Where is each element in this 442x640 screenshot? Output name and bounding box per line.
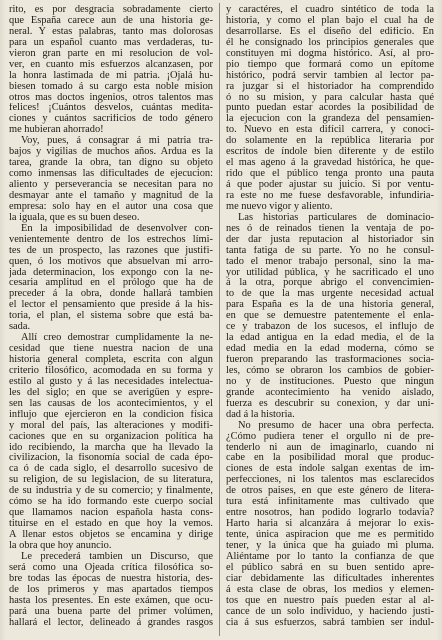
text-line: fueron preparando las trasformaciones socia- xyxy=(226,355,434,365)
text-line: el público sabrá en su buen sentido apre- xyxy=(226,562,434,573)
text-line: tarea, grande la obra, tan digno su objeto xyxy=(9,158,213,169)
text-line: cómo se ha ido formando este cuerpo social xyxy=(9,497,213,508)
text-line: quen, ó los motivos que absuelvan mi arro- xyxy=(9,256,213,267)
text-line: ce y trabazon de los sucesos, el influjo de xyxy=(226,322,434,333)
text-line: neral. Y estas palabras, tanto mas dolorosas xyxy=(9,26,213,37)
text-line: de su industria y de su comercio; y finalmente, xyxy=(9,486,213,497)
text-line: fuerza es descubrir su conexion, y dar uni- xyxy=(226,398,434,409)
text-line: tanta fatiga de su parte. Yo no he consul- xyxy=(226,245,434,256)
text-line: No presumo de hacer una obra perfecta. xyxy=(238,420,434,431)
text-line: cia á sus esfuerzos, sabrá tambien ser indul- xyxy=(226,617,434,628)
text-line: rido que el público tenga pronto una pauta xyxy=(226,169,434,180)
text-line: sada. xyxy=(9,322,31,333)
text-line: desmayar ante el tamaño y magnitud de la xyxy=(9,190,213,201)
text-line: dad á la historia. xyxy=(226,409,295,420)
text-line: cesidad que tiene nuestra nacion de una xyxy=(9,344,213,355)
text-line: entre nosotros, han podido lograrlo todavía? xyxy=(226,508,434,519)
text-line: ver, en cuanto mis esfuerzos alcanzasen, por xyxy=(9,59,213,70)
text-line: me nuevo vigor y aliento. xyxy=(226,201,333,212)
text-line: empresa: solo hay en el autor una cosa que xyxy=(9,201,213,212)
text-line: grande acontecimiento ha venido aislado, xyxy=(226,387,434,398)
text-line: bre todas las épocas de nuestra historia, des- xyxy=(9,573,213,584)
column-divider xyxy=(219,3,220,636)
text-line: la iguala, que es su buen deseo. xyxy=(9,212,140,223)
text-line: les, cómo se obraron los cambios de gobier- xyxy=(226,365,434,376)
text-line: de otros paises, en que este género de litera- xyxy=(226,486,434,497)
text-line: to. Nuevo en esta difícil carrera, y conoci- xyxy=(226,125,434,136)
text-line: civilizacion, la fisonomía social de cada épo- xyxy=(9,453,213,464)
text-line: En la imposibilidad de desenvolver con- xyxy=(21,223,213,234)
text-line: cance de un solo individuo, y haciendo justi- xyxy=(226,606,434,617)
paragraph xyxy=(226,213,434,421)
paragraph xyxy=(9,224,213,333)
text-line: pará una buena parte del primer volúmen, xyxy=(9,606,213,617)
text-line: aliento y perseverancia se necesitan para no xyxy=(9,180,213,190)
text-line: Las historias particulares de dominacio- xyxy=(238,212,434,223)
text-line: Harto haria si alcanzára á mejorar lo exis- xyxy=(226,519,434,530)
text-line: la obra que hoy anuncio. xyxy=(9,540,112,551)
text-line: pio tiempo que formará como un epítome xyxy=(226,59,434,70)
paragraph xyxy=(9,552,213,629)
paragraph xyxy=(9,333,213,552)
text-line: Aliéntame por lo tanto la confianza de que xyxy=(226,551,434,562)
text-line: ciones y cuántos sacrificios de todo género xyxy=(9,114,213,125)
text-line: tener, y la única que ha guiado mi pluma. xyxy=(226,540,434,551)
text-line: ó no su mision, y para calcular hasta qué xyxy=(226,92,434,103)
text-line: preceder á la obra, donde hallará tambien xyxy=(9,289,213,300)
text-line: ra juzgar si el historiador ha comprendido xyxy=(226,81,434,92)
text-line: Le precederá tambien un Discurso, que xyxy=(21,551,213,562)
text-line: el mas ageno á la gravedad histórica, he que- xyxy=(226,158,434,169)
text-line: bajos y vigilias de muchos años. Ardua es la xyxy=(9,147,213,158)
text-line: Allí creo demostrar cumplidamente la ne- xyxy=(21,333,213,344)
text-line: como inmensas las dificultades de ejecucion: xyxy=(9,169,213,180)
text-line: histórico, podrá servir tambien al lector pa- xyxy=(226,70,434,81)
text-line: yor utilidad pública, y he sacrificado el uno xyxy=(226,267,434,278)
text-line: ciones de esta índole salgan exentas de im- xyxy=(226,464,434,475)
text-line: hasta los presentes. En este exámen, que ocu- xyxy=(9,595,213,606)
text-line: Voy, pues, á consagrar á mi patria tra- xyxy=(21,136,213,147)
text-line: vieron gran parte en mi resolucion de vol- xyxy=(9,48,213,59)
text-line: la honra lastimada de mi patria. ¡Ojalá hu- xyxy=(9,70,213,81)
text-line: el lector el pensamiento que preside á la his- xyxy=(9,300,213,311)
paragraph xyxy=(226,5,434,213)
text-line: ido recibiendo, la marcha que ha llevado la xyxy=(9,442,213,453)
text-line: la ejecucion con la grandeza del pensamien- xyxy=(226,114,434,125)
text-line: felices! ¡Cuántos desvelos, cuántas medita- xyxy=(9,103,213,114)
text-line: perfecciones, ni los talentos mas esclarecidos xyxy=(226,475,434,486)
text-line: historia, y como el plan bajo el cual ha de xyxy=(226,15,434,26)
text-line: nes ó de reinados tienen la ventaja de po- xyxy=(226,223,434,234)
text-line: punto puedan estar acordes la posibilidad de xyxy=(226,103,434,114)
text-line: A llenar estos objetos se encamina y dirige xyxy=(9,530,213,540)
paragraph xyxy=(226,421,434,629)
text-line: y caractéres, el cuadro sintético de toda la xyxy=(226,5,434,15)
text-line: hallará el lector, delineado á grandes rasgos xyxy=(9,617,213,628)
text-line: estilo al gusto y á las necesidades intelectua- xyxy=(9,376,213,387)
text-line: escritos de índole bien diferente y de estilo xyxy=(226,147,434,158)
text-line: edad media en la edad moderna, cómo se xyxy=(226,344,434,355)
text-line: otros mas doctos ingenios, otros talentos mas xyxy=(9,92,213,103)
text-line: ciar debidamente las dificultades inherentes xyxy=(226,573,434,584)
text-line: der dar justa reputacion al historiador sin xyxy=(226,234,434,245)
text-line: que llamamos nacion española hasta cons- xyxy=(9,508,213,519)
text-line: y moral del país, las alteraciones y modifi- xyxy=(9,420,213,431)
text-line: ca ó de cada siglo, el desarrollo sucesivo de xyxy=(9,464,213,475)
text-line: á esta clase de obras, los medios y elemen- xyxy=(226,584,434,595)
text-line: toria, el plan, el sistema sobre que está ba- xyxy=(9,311,213,322)
text-line: tente, única aspiracion que me es permitido xyxy=(226,530,434,540)
text-line: influjo que ejercieron en la condicion física xyxy=(9,409,213,420)
text-line: historia general completa, escrita con algun xyxy=(9,355,213,365)
text-line: rito, es por desgracia sobradamente cierto xyxy=(9,5,213,15)
text-line: tituirse en el estado en que hoy la vemos. xyxy=(9,519,213,530)
text-line: ra este no me fuese desfavorable, infundiria- xyxy=(226,190,434,201)
text-line: cesaria amplitud en el prólogo que ha de xyxy=(9,278,213,289)
text-line: para España es la de una historia general, xyxy=(226,300,434,311)
text-line: venientemente dentro de los estrechos lími- xyxy=(9,234,213,245)
text-line: que España carece aun de una historia ge- xyxy=(9,15,213,26)
text-line: criterio filosófico, acomodada en su forma y xyxy=(9,365,213,376)
text-line: desarrollarse. Es el diseño del edificio. En xyxy=(226,26,434,37)
text-line: cabe en la posibilidad moral que produc- xyxy=(226,453,434,464)
paragraph xyxy=(9,136,213,224)
text-line: tos que en nuestro país pueden estar al al- xyxy=(226,595,434,606)
text-line: sen las causas de los acontecimientos, y el xyxy=(9,398,213,409)
text-line: ¿Cómo pudiera tener el orgullo ni de pre- xyxy=(226,431,434,442)
text-line: en que se demuestre patentemente el enla- xyxy=(226,311,434,322)
text-line: me hubieran ahorrado! xyxy=(9,125,104,136)
right-column xyxy=(226,5,434,628)
text-line: él he consignado los principios generales que xyxy=(226,37,434,48)
text-line: tado el menor trabajo personal, sino la ma- xyxy=(226,256,434,267)
text-line: caciones que en su organizacion política ha xyxy=(9,431,213,442)
text-line: to de que la mas urgente necesidad actual xyxy=(226,289,434,300)
text-line: tura está infinitamente mas cultivado que xyxy=(226,497,434,508)
text-line: biesen tomado á su cargo esta noble mision xyxy=(9,81,213,92)
text-line: tes de un prospecto, las razones que justifi- xyxy=(9,245,213,256)
text-line: tenderlo ni aun de imaginarlo, cuando ni xyxy=(226,442,434,453)
left-column xyxy=(9,5,213,628)
text-line: les del siglo; en que se averigüen y espre- xyxy=(9,387,213,398)
text-line: do solamente en la república literaria por xyxy=(226,136,434,147)
text-line: de los primeros y mas apartados tiempos xyxy=(9,584,213,595)
text-line: jada determinacion, los expongo con la ne- xyxy=(9,267,213,278)
text-line: no y de instituciones. Puesto que ningun xyxy=(226,376,434,387)
text-line: á que poder ajustar su juicio. Si por ventu- xyxy=(226,180,434,190)
text-line: será como una Ojeada crítica filosófica so- xyxy=(9,562,213,573)
text-line: para un español cuanto mas verdaderas, tu- xyxy=(9,37,213,48)
paragraph xyxy=(9,5,213,136)
text-line: su religion, de su legislacion, de su literatura, xyxy=(9,475,213,486)
text-line: á la otra, porque abrigo el convencimien- xyxy=(226,278,434,289)
text-line: constituyen mi dogma histórico. Así, al pro- xyxy=(226,48,434,59)
text-line: la edad antigua en la edad media, el de la xyxy=(226,333,434,344)
